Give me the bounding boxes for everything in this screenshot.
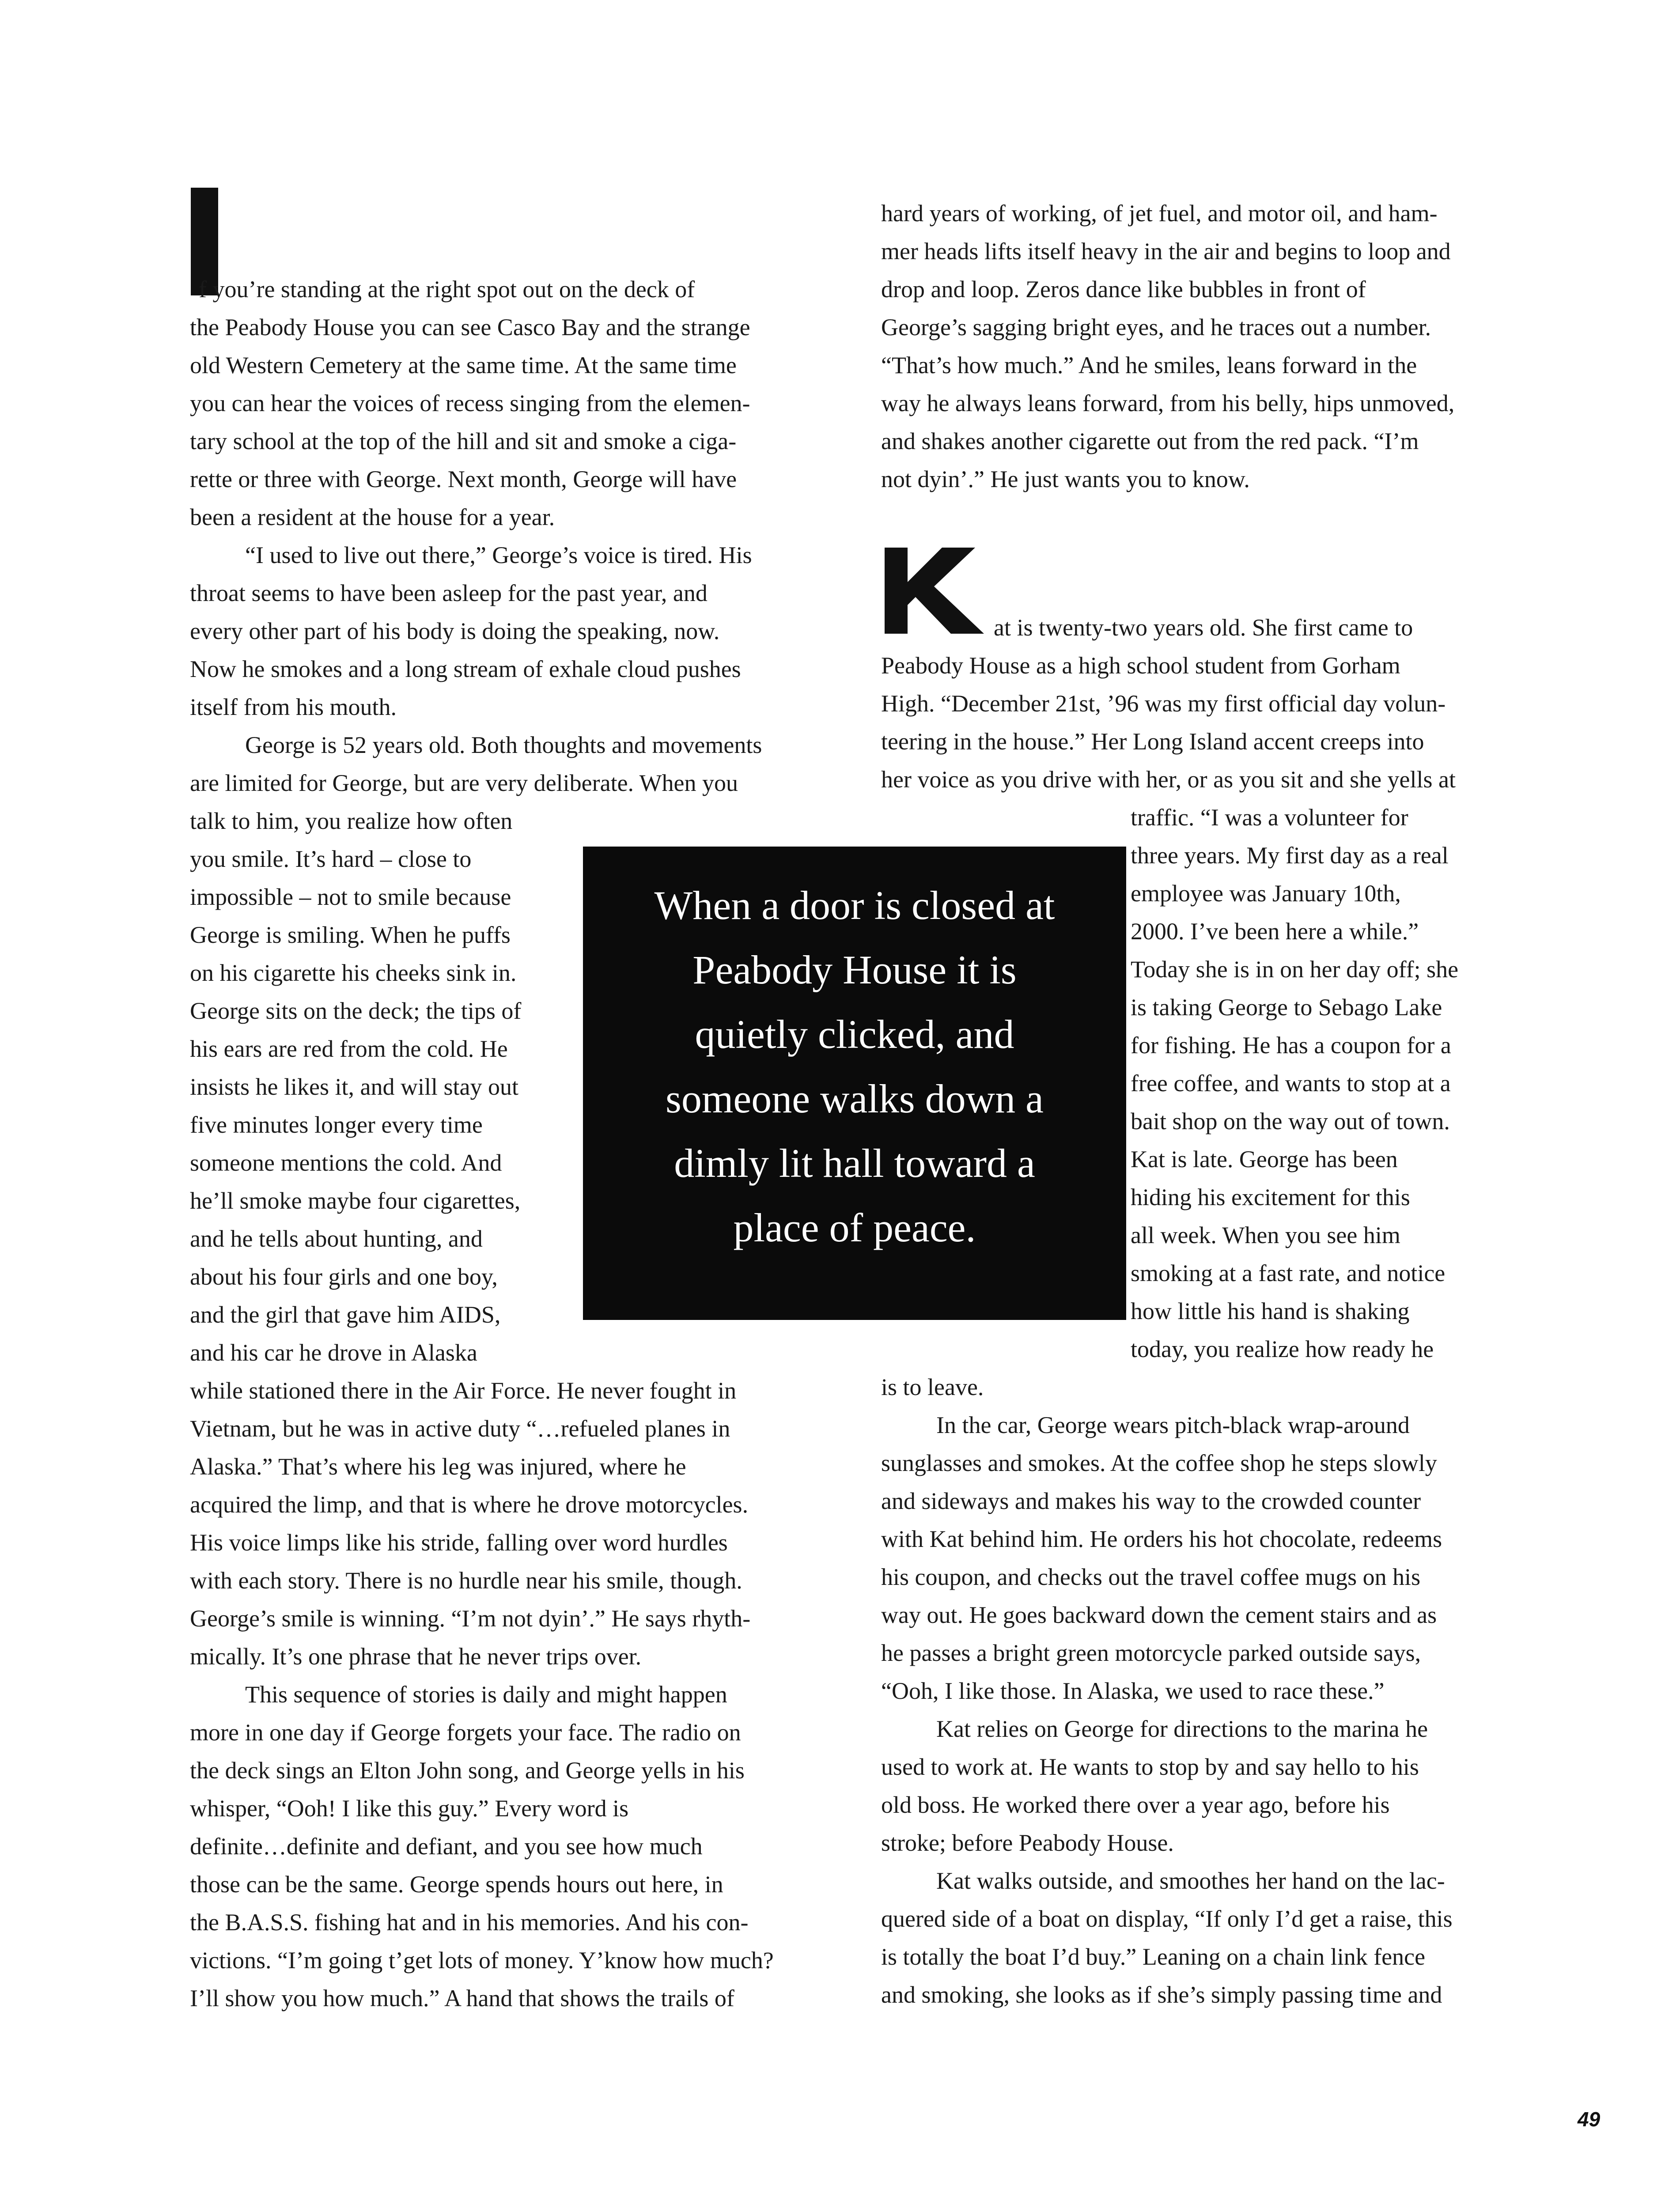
left-line: and his car he drove in Alaska [190,1339,477,1366]
left-line: old Western Cemetery at the same time. At the same time [190,352,737,378]
left-line: victions. “I’m going t’get lots of money. Y’know how much? [190,1947,774,1974]
left-line: the deck sings an Elton John song, and George yells in his [190,1757,745,1784]
right-line: three years. My first day as a real [1131,842,1449,869]
dropcap-k [885,548,984,634]
right-line: “Ooh, I like those. In Alaska, we used to race these.” [881,1678,1385,1704]
right-line: stroke; before Peabody House. [881,1830,1174,1856]
pull-quote-line: place of peace. [733,1205,976,1250]
right-line: at is twenty-two years old. She first came to [994,614,1413,641]
left-line: George is smiling. When he puffs [190,922,511,948]
left-line: Now he smokes and a long stream of exhale cloud pushes [190,656,741,682]
right-line: today, you realize how ready he [1131,1336,1434,1362]
page-number: 49 [1578,2108,1601,2131]
left-line: the B.A.S.S. fishing hat and in his memories. And his con- [190,1909,749,1936]
right-line: bait shop on the way out of town. [1131,1108,1450,1134]
left-line: George’s smile is winning. “I’m not dyin’.” He says rhyth- [190,1605,751,1632]
right-line: Kat relies on George for directions to the marina he [936,1716,1428,1742]
right-line: “That’s how much.” And he smiles, leans forward in the [881,352,1417,378]
left-line: impossible – not to smile because [190,884,511,910]
left-line: throat seems to have been asleep for the past year, and [190,580,708,606]
right-line: is taking George to Sebago Lake [1131,994,1442,1021]
right-line: Peabody House as a high school student from Gorham [881,652,1400,679]
left-line: and the girl that gave him AIDS, [190,1301,501,1328]
left-line: and he tells about hunting, and [190,1225,483,1252]
left-line: talk to him, you realize how often [190,808,513,834]
right-line: traffic. “I was a volunteer for [1131,804,1408,831]
left-line: those can be the same. George spends hours out here, in [190,1871,723,1898]
pull-quote-line: Peabody House it is [692,947,1017,992]
right-line: free coffee, and wants to stop at a [1131,1070,1451,1096]
right-line: is totally the boat I’d buy.” Leaning on a chain link fence [881,1943,1426,1970]
left-line: I’ll show you how much.” A hand that shows the trails of [190,1985,734,2011]
left-line: his ears are red from the cold. He [190,1036,508,1062]
right-line: way out. He goes backward down the cement stairs and as [881,1602,1437,1628]
left-line: rette or three with George. Next month, George will have [190,466,737,492]
pull-quote-line: dimly lit hall toward a [674,1141,1035,1186]
left-line: every other part of his body is doing the speaking, now. [190,618,720,644]
left-line: while stationed there in the Air Force. He never fought in [190,1377,737,1404]
left-line: more in one day if George forgets your face. The radio on [190,1719,741,1746]
right-line: and shakes another cigarette out from the red pack. “I’m [881,428,1419,454]
left-line: “I used to live out there,” George’s voice is tired. His [245,542,752,568]
left-line: Alaska.” That’s where his leg was injured, where he [190,1453,686,1480]
right-line: he passes a bright green motorcycle parked outside says, [881,1640,1421,1666]
left-line: someone mentions the cold. And [190,1149,502,1176]
right-line: quered side of a boat on display, “If only I’d get a raise, this [881,1906,1453,1932]
right-line: not dyin’.” He just wants you to know. [881,466,1250,492]
right-line: sunglasses and smokes. At the coffee shop he steps slowly [881,1450,1437,1476]
right-line: way he always leans forward, from his belly, hips unmoved, [881,390,1455,416]
right-line: Today she is in on her day off; she [1131,956,1459,983]
pull-quote [583,847,1126,1320]
left-line: on his cigarette his cheeks sink in. [190,960,517,986]
left-line: you can hear the voices of recess singing from the elemen- [190,390,750,416]
left-line: definite…definite and defiant, and you see how much [190,1833,703,1860]
right-line: old boss. He worked there over a year ago, before his [881,1792,1390,1818]
right-line: mer heads lifts itself heavy in the air and begins to loop and [881,238,1451,265]
left-line: itself from his mouth. [190,694,397,720]
right-line: smoking at a fast rate, and notice [1131,1260,1445,1286]
left-line: This sequence of stories is daily and might happen [245,1681,727,1708]
pull-quote-line: When a door is closed at [654,883,1055,928]
right-line: High. “December 21st, ’96 was my first official day volun- [881,690,1446,717]
left-line: insists he likes it, and will stay out [190,1074,518,1100]
left-line: f you’re standing at the right spot out on the deck of [199,276,695,302]
left-line: Vietnam, but he was in active duty “…refueled planes in [190,1415,730,1442]
left-line: with each story. There is no hurdle near his smile, though. [190,1567,742,1594]
right-line: and sideways and makes his way to the crowded counter [881,1488,1421,1514]
right-line: drop and loop. Zeros dance like bubbles in front of [881,276,1366,302]
left-line: you smile. It’s hard – close to [190,846,472,872]
left-line: tary school at the top of the hill and sit and smoke a ciga- [190,428,737,454]
right-line: how little his hand is shaking [1131,1298,1410,1324]
pull-quote-line: someone walks down a [666,1076,1044,1121]
right-line: Kat is late. George has been [1131,1146,1398,1172]
right-line: 2000. I’ve been here a while.” [1131,918,1419,945]
right-line: hiding his excitement for this [1131,1184,1410,1210]
right-line: teering in the house.” Her Long Island accent creeps into [881,728,1424,755]
right-line: is to leave. [881,1374,984,1400]
right-line: her voice as you drive with her, or as you sit and she yells at [881,766,1456,793]
left-line: are limited for George, but are very deliberate. When you [190,770,738,796]
left-line: been a resident at the house for a year. [190,504,555,530]
right-line: for fishing. He has a coupon for a [1131,1032,1451,1059]
left-line: whisper, “Ooh! I like this guy.” Every word is [190,1795,629,1822]
right-line: Kat walks outside, and smoothes her hand on the lac- [936,1868,1445,1894]
pull-quote-line: quietly clicked, and [695,1012,1014,1057]
left-line: five minutes longer every time [190,1112,483,1138]
right-line: his coupon, and checks out the travel coffee mugs on his [881,1564,1421,1590]
left-line: about his four girls and one boy, [190,1263,498,1290]
left-line: the Peabody House you can see Casco Bay and the strange [190,314,750,340]
right-line: employee was January 10th, [1131,880,1401,907]
right-line: George’s sagging bright eyes, and he traces out a number. [881,314,1431,340]
left-line: His voice limps like his stride, falling over word hurdles [190,1529,728,1556]
right-line: In the car, George wears pitch-black wrap-around [936,1412,1410,1438]
left-line: George sits on the deck; the tips of [190,998,522,1024]
right-line: used to work at. He wants to stop by and say hello to his [881,1754,1419,1780]
right-line: with Kat behind him. He orders his hot chocolate, redeems [881,1526,1442,1552]
left-line: acquired the limp, and that is where he drove motorcycles. [190,1491,749,1518]
left-line: George is 52 years old. Both thoughts and movements [245,732,762,758]
right-line: all week. When you see him [1131,1222,1400,1248]
left-line: mically. It’s one phrase that he never trips over. [190,1643,642,1670]
right-line: and smoking, she looks as if she’s simply passing time and [881,1981,1442,2008]
right-line: hard years of working, of jet fuel, and motor oil, and ham- [881,200,1438,227]
left-line: he’ll smoke maybe four cigarettes, [190,1187,521,1214]
